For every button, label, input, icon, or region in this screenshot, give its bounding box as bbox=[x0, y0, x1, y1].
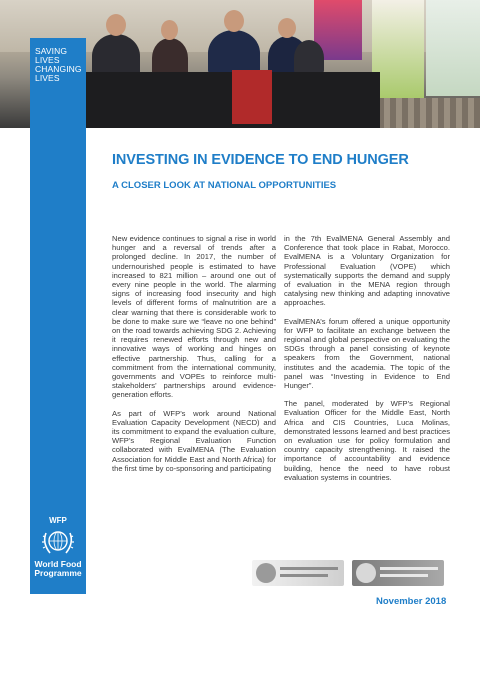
partner-emblem-icon bbox=[356, 563, 376, 583]
body-paragraph: New evidence continues to signal a rise in world hunger and a reversal of trends after a prolonged decline. In 2017, the number of undernourished people is estimated to have increased to 821 million – around one out of every nine people in the world. The alarming signs of increasing food insecurity and high levels of different forms of malnutrition are a clear warning that there is considerable work to be done to make sure we “leave no one behind” on the road towards achieving SDG 2. Achieving it requires renewed efforts through new and innovative ways of working and hinges on effective partnership. Thus, calling for a commitment from the international community, governments and VOPEs to reinforce multi-stakeholders’ partnerships around evidence-generation efforts. bbox=[112, 234, 276, 400]
partner-logo-text bbox=[280, 574, 328, 577]
partner-logo bbox=[252, 560, 344, 586]
tagline-line: LIVES bbox=[35, 73, 60, 83]
logo-name-line: Programme bbox=[34, 568, 82, 578]
page-subtitle: A CLOSER LOOK AT NATIONAL OPPORTUNITIES bbox=[112, 180, 337, 191]
body-paragraph: in the 7th EvalMENA General Assembly and Conference that took place in Rabat, Morocco. EvalMENA is a Voluntary Organization for Professional Evaluation (VOPE) which systematically supports the demand and supply of evaluation in the MENA region through catalysing new thinking and adapting innovative approaches. bbox=[284, 234, 450, 308]
photo-panelist-head bbox=[106, 14, 126, 36]
tagline-line: LIVES bbox=[35, 55, 60, 65]
partner-logo-text bbox=[380, 567, 438, 570]
partner-logo-text bbox=[280, 567, 338, 570]
tagline-line: CHANGING bbox=[35, 64, 82, 74]
photo-panelist bbox=[294, 40, 324, 76]
body-column-right bbox=[284, 234, 450, 491]
body-paragraph: EvalMENA’s forum offered a unique opportunity for WFP to facilitate an exchange between the regional and global perspective on evaluating the SDGs through a panel consisting of keynote speakers from the Government, national institutes and the academia. The topic of the panel was “Investing in Evidence to End Hunger”. bbox=[284, 316, 450, 391]
wfp-emblem-icon bbox=[40, 527, 76, 557]
wfp-logo bbox=[30, 516, 86, 578]
photo-red-cloth bbox=[232, 70, 272, 124]
photo-banner bbox=[426, 0, 480, 96]
partner-logo bbox=[352, 560, 444, 586]
body-column-left bbox=[112, 234, 276, 482]
logo-acronym: WFP bbox=[49, 516, 67, 525]
partner-logo-text bbox=[380, 574, 428, 577]
page-title: INVESTING IN EVIDENCE TO END HUNGER bbox=[112, 152, 409, 168]
photo-table bbox=[60, 72, 380, 128]
logo-name-line: World Food bbox=[34, 559, 82, 569]
tagline-line: SAVING bbox=[35, 46, 68, 56]
tagline bbox=[35, 47, 87, 83]
brand-sidebar bbox=[30, 38, 86, 594]
partner-emblem-icon bbox=[256, 563, 276, 583]
photo-panelist-head bbox=[161, 20, 178, 40]
body-paragraph: As part of WFP’s work around National Evaluation Capacity Development (NECD) and its commitment to expand the evaluation culture, WFP’s Regional Evaluation Function collaborated with EvalMENA (The Evaluation Association for Middle East and North Africa) for the first time by co-sponsoring and participating bbox=[112, 408, 276, 473]
body-paragraph: The panel, moderated by WFP’s Regional Evaluation Officer for the Middle East, North Africa and CIS Countries, Luca Molinas, demonstrated lessons learned and best practices on evaluation use for policy formulation and country capacity strengthening. It raised the importance of accountability and evidence building, hence the need to have robust evaluation systems in countries. bbox=[284, 399, 450, 482]
photo-panelist-head bbox=[278, 18, 296, 38]
photo-panelist-head bbox=[224, 10, 244, 32]
publication-date: November 2018 bbox=[376, 596, 447, 607]
